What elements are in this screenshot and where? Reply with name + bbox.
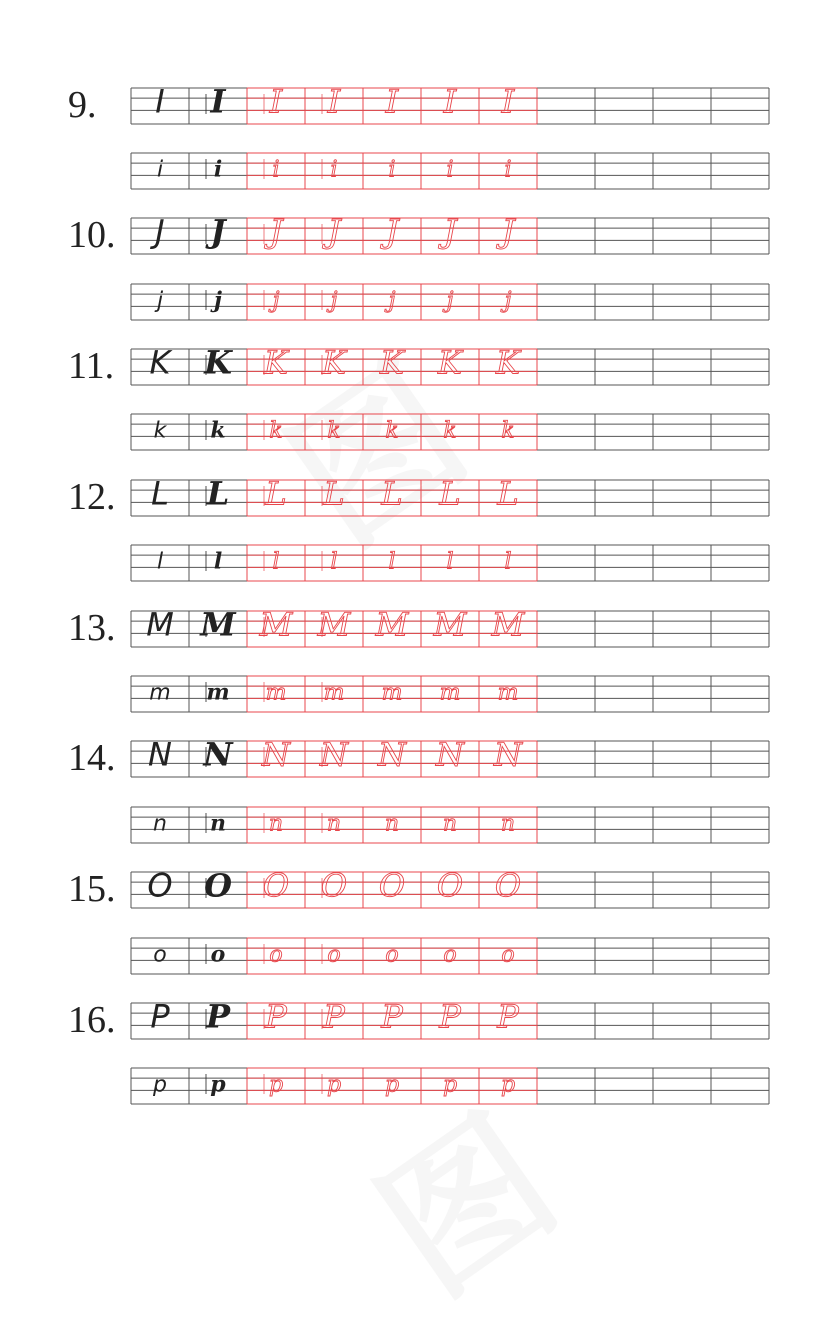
model-letter: j — [156, 288, 164, 314]
stroke-order-letter: N — [203, 735, 233, 774]
trace-letter: L — [497, 474, 519, 513]
lower-letter-row — [131, 545, 769, 581]
stroke-order-letter: n — [210, 810, 226, 837]
trace-letter: M — [433, 605, 467, 644]
trace-letter: I — [501, 82, 515, 121]
upper-letter-row — [131, 343, 769, 385]
trace-letter: p — [442, 1072, 458, 1098]
trace-letter: N — [494, 735, 522, 774]
row-number: 12. — [68, 476, 116, 518]
stroke-order-letter: K — [204, 343, 232, 382]
upper-letter-row — [131, 212, 769, 254]
trace-letter: O — [320, 866, 348, 905]
trace-letter: l — [272, 549, 280, 575]
trace-letter: I — [327, 82, 341, 121]
trace-letter: N — [436, 735, 464, 774]
trace-letter: K — [438, 343, 462, 382]
trace-letter: o — [443, 942, 457, 968]
model-letter: m — [149, 680, 171, 706]
trace-letter: J — [269, 212, 283, 251]
model-letter: M — [146, 605, 174, 644]
trace-letter: M — [375, 605, 409, 644]
upper-letter-row — [131, 735, 769, 777]
trace-letter: l — [330, 549, 338, 575]
trace-letter: j — [446, 288, 454, 314]
upper-letter-row — [131, 605, 769, 647]
model-letter: O — [147, 866, 173, 905]
trace-letter: J — [385, 212, 399, 251]
trace-letter: J — [501, 212, 515, 251]
stroke-order-letter: i — [213, 156, 223, 183]
trace-letter: k — [385, 418, 399, 444]
trace-letter: i — [272, 157, 280, 183]
trace-letter: M — [259, 605, 293, 644]
lower-letter-row — [131, 676, 769, 712]
model-letter: P — [150, 997, 170, 1036]
trace-letter: k — [501, 418, 515, 444]
upper-letter-row — [131, 474, 769, 516]
model-letter: k — [153, 418, 167, 444]
trace-letter: o — [327, 942, 341, 968]
trace-letter: K — [380, 343, 404, 382]
model-letter: K — [149, 343, 171, 382]
model-letter: N — [148, 735, 172, 774]
trace-letter: O — [262, 866, 290, 905]
trace-letter: j — [388, 288, 396, 314]
trace-letter: K — [496, 343, 520, 382]
trace-letter: N — [262, 735, 290, 774]
upper-letter-row — [131, 82, 769, 124]
trace-letter: m — [439, 680, 461, 706]
trace-letter: L — [439, 474, 461, 513]
row-number: 16. — [68, 999, 116, 1041]
trace-letter: n — [500, 811, 516, 837]
trace-letter: m — [381, 680, 403, 706]
trace-letter: P — [265, 997, 287, 1036]
trace-letter: I — [443, 82, 457, 121]
model-letter: J — [155, 212, 165, 251]
trace-letter: J — [327, 212, 341, 251]
stroke-order-letter: l — [213, 548, 223, 575]
model-letter: I — [155, 82, 165, 121]
trace-letter: p — [268, 1072, 284, 1098]
trace-letter: m — [265, 680, 287, 706]
lower-letter-row — [131, 414, 769, 450]
trace-letter: p — [326, 1072, 342, 1098]
trace-letter: L — [265, 474, 287, 513]
trace-letter: m — [497, 680, 519, 706]
stroke-order-letter: p — [210, 1071, 226, 1098]
trace-letter: j — [272, 288, 280, 314]
trace-letter: L — [381, 474, 403, 513]
trace-letter: P — [381, 997, 403, 1036]
lower-letter-row — [131, 938, 769, 974]
row-number: 15. — [68, 868, 116, 910]
trace-letter: l — [388, 549, 396, 575]
trace-letter: K — [322, 343, 346, 382]
trace-letter: i — [504, 157, 512, 183]
model-letter: l — [156, 549, 164, 575]
stroke-order-letter: m — [206, 679, 230, 706]
trace-letter: m — [323, 680, 345, 706]
row-number: 14. — [68, 737, 116, 779]
model-letter: L — [151, 474, 169, 513]
stroke-order-letter: J — [210, 212, 226, 251]
trace-letter: I — [385, 82, 399, 121]
trace-letter: l — [504, 549, 512, 575]
trace-letter: n — [384, 811, 400, 837]
trace-letter: k — [269, 418, 283, 444]
row-number: 11. — [68, 345, 115, 387]
stroke-order-letter: j — [214, 287, 222, 314]
stroke-order-letter: P — [205, 997, 231, 1036]
trace-letter: l — [446, 549, 454, 575]
trace-letter: o — [269, 942, 283, 968]
trace-letter: P — [323, 997, 345, 1036]
stroke-order-letter: L — [206, 474, 230, 513]
trace-letter: p — [500, 1072, 516, 1098]
stroke-order-letter: o — [210, 941, 226, 968]
trace-letter: M — [317, 605, 351, 644]
model-letter: i — [156, 157, 164, 183]
row-number: 9. — [68, 84, 97, 126]
lower-letter-row — [131, 153, 769, 189]
row-number: 10. — [68, 214, 116, 256]
trace-letter: P — [439, 997, 461, 1036]
trace-letter: N — [378, 735, 406, 774]
stroke-order-letter: O — [204, 866, 232, 905]
trace-letter: L — [323, 474, 345, 513]
trace-letter: i — [388, 157, 396, 183]
trace-letter: O — [378, 866, 406, 905]
trace-letter: i — [330, 157, 338, 183]
trace-letter: I — [269, 82, 283, 121]
model-letter: p — [153, 1072, 167, 1098]
stroke-order-letter: I — [210, 82, 226, 121]
trace-letter: O — [436, 866, 464, 905]
trace-letter: o — [501, 942, 515, 968]
lower-letter-row — [131, 284, 769, 320]
trace-letter: o — [385, 942, 399, 968]
row-number: 13. — [68, 607, 116, 649]
lower-letter-row — [131, 807, 769, 843]
trace-letter: N — [320, 735, 348, 774]
upper-letter-row — [131, 866, 769, 908]
trace-letter: k — [327, 418, 341, 444]
trace-letter: j — [504, 288, 512, 314]
trace-letter: p — [384, 1072, 400, 1098]
trace-letter: j — [330, 288, 338, 314]
trace-letter: J — [443, 212, 457, 251]
trace-letter: M — [491, 605, 525, 644]
model-letter: o — [153, 942, 167, 968]
trace-letter: n — [326, 811, 342, 837]
trace-letter: P — [497, 997, 519, 1036]
trace-letter: k — [443, 418, 457, 444]
lower-letter-row — [131, 1068, 769, 1104]
stroke-order-letter: M — [200, 605, 236, 644]
stroke-order-letter: k — [210, 417, 226, 444]
trace-letter: K — [264, 343, 288, 382]
upper-letter-row — [131, 997, 769, 1039]
model-letter: n — [153, 811, 167, 837]
trace-letter: n — [442, 811, 458, 837]
trace-letter: i — [446, 157, 454, 183]
trace-letter: O — [494, 866, 522, 905]
trace-letter: n — [268, 811, 284, 837]
